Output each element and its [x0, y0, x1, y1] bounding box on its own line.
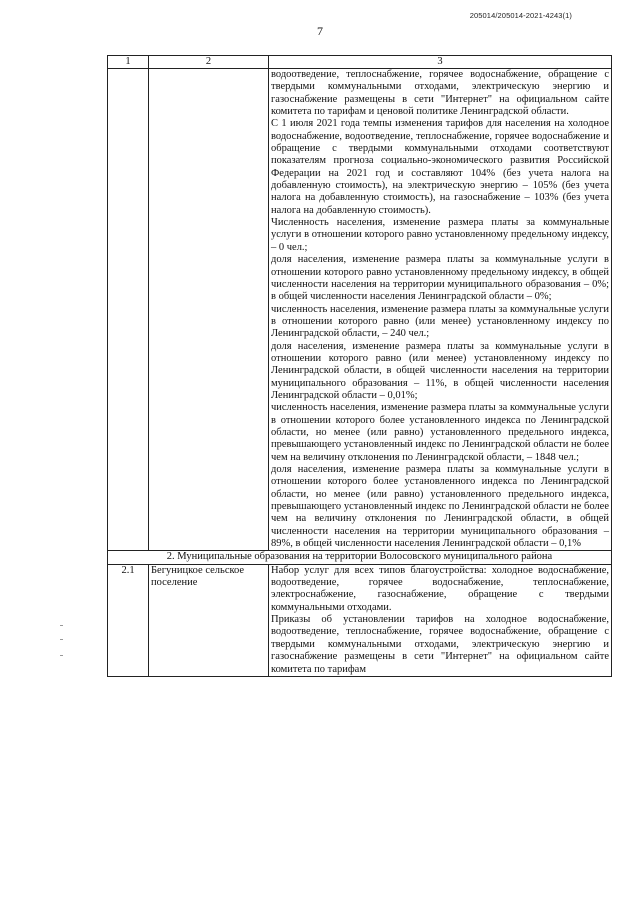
paragraph: Приказы об установлении тарифов на холодное водоснабжение, водоотведение, теплоснабжение, горячее водоснабжение, обращение с твердыми коммунальными отходами, электрическую энергию и газоснабжение размещены в сети "Интернет" на официальном сайте комитета по тарифам: [271, 614, 609, 675]
paragraph: доля населения, изменение размера платы за коммунальные услуги в отношении которого равно установленному предельному индексу, в общей численности населения на территории муниципального образования – 0%; в общей численности населения Ленинградской области – 0%;: [271, 254, 609, 303]
page-number: 7: [317, 24, 323, 38]
column-number-3: 3: [269, 56, 612, 69]
document-table: [107, 55, 612, 677]
table-row: [108, 564, 612, 676]
paragraph: доля населения, изменение размера платы за коммунальные услуги в отношении которого равно (или менее) установленному индексу по Ленинградской области, в общей численности населения на территории муниципального образования – 11%, в общей численности населения Ленинградской области – 0,01%;: [271, 340, 609, 401]
description-cell: [269, 69, 612, 551]
paragraph: Набор услуг для всех типов благоустройства: холодное водоснабжение, водоотведение, горячее водоснабжение, теплоснабжение, электроснабжение, газоснабжение, обращение с твердыми коммунальными отходами.: [271, 564, 609, 613]
paragraph: водоотведение, теплоснабжение, горячее водоснабжение, обращение с твердыми коммунальными отходами, электрическую энергию и газоснабжение размещены в сети "Интернет" на официальном сайте комитета по тарифам и ценовой политике Ленинградской области.: [271, 69, 609, 118]
municipality-cell: [149, 69, 269, 551]
row-number-cell: 2.1: [108, 564, 149, 676]
column-number-2: 2: [149, 56, 269, 69]
paragraph: численность населения, изменение размера платы за коммунальные услуги в отношении которого равно (или менее) установленному индексу по Ленинградской области, – 240 чел.;: [271, 303, 609, 340]
paragraph: С 1 июля 2021 года темпы изменения тарифов для населения на холодное водоснабжение, водоотведение, теплоснабжение, горячее водоснабжение и обращение с твердыми коммунальными отходами соответствуют показателям прогноза социально-экономического развития Российской Федерации на 2021 год и составляют 104% (без учета налога на добавленную стоимость), на электрическую энергию – 105% (без учета налога на добавленную стоимость), на газоснабжение – 103% (без учета налога на добавленную стоимость).: [271, 118, 609, 216]
row-number-cell: [108, 69, 149, 551]
column-number-row: [108, 56, 612, 69]
paragraph: Численность населения, изменение размера платы за коммунальные услуги в отношении которого равно установленному предельному индексу, – 0 чел.;: [271, 217, 609, 253]
municipality-cell: Бегуницкое сельское поселение: [149, 564, 269, 676]
document-id: 205014/205014-2021-4243(1): [469, 11, 572, 20]
margin-marks: [60, 625, 61, 660]
description-cell: [269, 564, 612, 676]
paragraph: доля населения, изменение размера платы за коммунальные услуги в отношении которого более установленного индекса по Ленинградской области, но менее (или равно) установленного предельного индекса, превышающего установленный индекс по Ленинградской области не более чем на величину отклонения по Ленинградской области, в общей численности населения на территории муниципального образования – 89%, в общей численности населения Ленинградской области – 0,1%: [271, 464, 609, 550]
table-row: [108, 69, 612, 551]
paragraph: численность населения, изменение размера платы за коммунальные услуги в отношении которого более установленного индекса по Ленинградской области, но менее (или равно) установленного предельного индекса, превышающего установленный индекс по Ленинградской области не более чем на величину отклонения по Ленинградской области, – 1848 чел.;: [271, 402, 609, 463]
section-heading: 2. Муниципальные образования на территории Волосовского муниципального района: [108, 551, 612, 564]
section-heading-row: [108, 551, 612, 564]
column-number-1: 1: [108, 56, 149, 69]
